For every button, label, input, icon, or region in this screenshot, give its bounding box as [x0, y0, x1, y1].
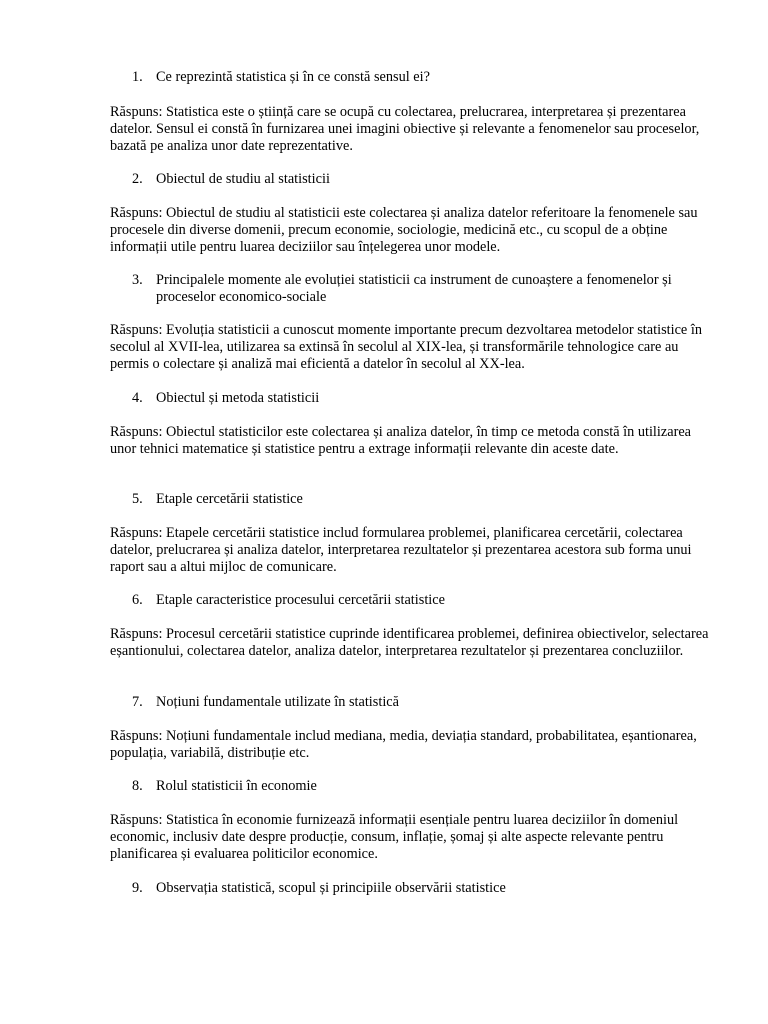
- question-number: 1.: [132, 69, 143, 85]
- answer-4: Răspuns: Obiectul statisticilor este colectarea și analiza datelor, în timp ce metoda constă în utilizarea unor tehnici matematice și statistice pentru a extrage informații relevante din aceste date.: [110, 424, 692, 457]
- question-text: Rolul statisticii în economie: [156, 778, 317, 794]
- question-text: Obiectul și metoda statisticii: [156, 390, 320, 406]
- question-number: 6.: [132, 592, 143, 608]
- question-text: Observația statistică, scopul și principiile observării statistice: [156, 880, 506, 896]
- answer-8: Răspuns: Statistica în economie furnizează informații esențiale pentru luarea deciziilor în domeniul economic, inclusiv date despre producție, consum, inflație, șomaj și alte aspecte relevante pentru planificarea și evaluarea politicilor economice.: [110, 812, 679, 862]
- question-number: 4.: [132, 390, 143, 406]
- answer-7: Răspuns: Noțiuni fundamentale includ mediana, media, deviația standard, probabilitatea, eșantionarea, populația, variabilă, distribuție etc.: [110, 728, 697, 761]
- answer-5: Răspuns: Etapele cercetării statistice includ formularea problemei, planificarea cercetării, colectarea datelor, prelucrarea și analiza datelor, interpretarea rezultatelor și prezentarea acestora sub forma unui raport sau a altui mijloc de comunicare.: [110, 525, 692, 575]
- question-text: Noțiuni fundamentale utilizate în statistică: [156, 694, 399, 710]
- question-number: 5.: [132, 491, 143, 507]
- question-number: 9.: [132, 880, 143, 896]
- answer-6: Răspuns: Procesul cercetării statistice cuprinde identificarea problemei, definirea obiectivelor, selectarea eșantionului, colectarea datelor, analiza datelor, interpretarea rezultatelor și prezentarea concluziilor.: [110, 626, 709, 659]
- question-text: Etaple cercetării statistice: [156, 491, 303, 507]
- question-number: 8.: [132, 778, 143, 794]
- question-number: 7.: [132, 694, 143, 710]
- answer-2: Răspuns: Obiectul de studiu al statisticii este colectarea și analiza datelor referitoare la fenomenele sau procesele din diverse domenii, precum economie, sociologie, medicină etc., cu scopul de a obține informații utile pentru luarea deciziilor sau înțelegerea unor modele.: [110, 205, 698, 255]
- question-number: 3.: [132, 272, 143, 288]
- question-text: Principalele momente ale evoluției statisticii ca instrument de cunoaștere a fenomenelor și proceselor economico-sociale: [156, 272, 672, 305]
- question-text: Obiectul de studiu al statisticii: [156, 171, 330, 187]
- question-number: 2.: [132, 171, 143, 187]
- question-text: Ce reprezintă statistica și în ce constă sensul ei?: [156, 69, 430, 85]
- answer-3: Răspuns: Evoluția statisticii a cunoscut momente importante precum dezvoltarea metodelor statistice în secolul al XVII-lea, utilizarea sa extinsă în secolul al XIX-lea, și transformările tehnologice care au permis o colectare și analiză mai eficientă a datelor în secolul al XX-lea.: [110, 322, 702, 372]
- question-text: Etaple caracteristice procesului cercetării statistice: [156, 592, 445, 608]
- answer-1: Răspuns: Statistica este o știință care se ocupă cu colectarea, prelucrarea, interpretarea și prezentarea datelor. Sensul ei constă în furnizarea unei imagini obiective și relevante a fenomenelor sau proceselor, bazată pe analiza unor date reprezentative.: [110, 104, 700, 154]
